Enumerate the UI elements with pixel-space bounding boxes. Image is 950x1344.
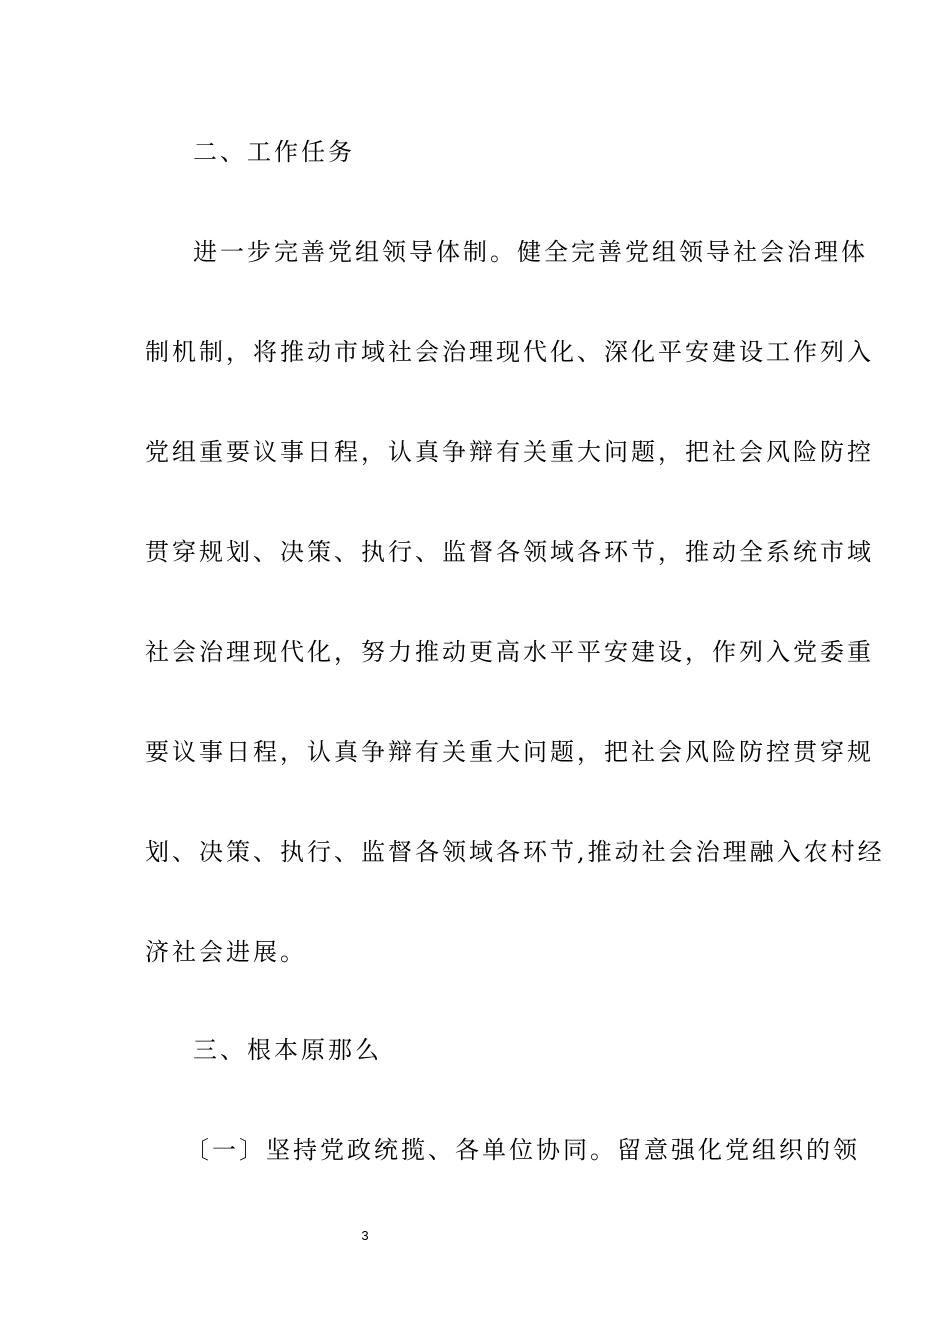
section-heading-work-tasks: 二、工作任务 bbox=[193, 138, 355, 166]
paragraph-line: 社会治理现代化，努力推动更高水平平安建设，作列入党委重 bbox=[145, 638, 874, 666]
paragraph-line: 〔一〕坚持党政统揽、各单位协同。留意强化党组织的领 bbox=[185, 1136, 860, 1164]
paragraph-line: 进一步完善党组领导体制。健全完善党组领导社会治理体 bbox=[193, 238, 868, 266]
paragraph-line: 党组重要议事日程，认真争辩有关重大问题，把社会风险防控 bbox=[145, 438, 874, 466]
paragraph-line: 要议事日程，认真争辩有关重大问题，把社会风险防控贯穿规 bbox=[145, 738, 874, 766]
paragraph-line: 贯穿规划、决策、执行、监督各领域各环节，推动全系统市域 bbox=[145, 538, 874, 566]
paragraph-line: 济社会进展。 bbox=[145, 938, 307, 966]
section-heading-basic-principles: 三、根本原那么 bbox=[193, 1036, 382, 1064]
paragraph-line: 制机制，将推动市域社会治理现代化、深化平安建设工作列入 bbox=[145, 338, 874, 366]
paragraph-line: 划、决策、执行、监督各领域各环节,推动社会治理融入农村经 bbox=[145, 838, 885, 866]
page-number: 3 bbox=[361, 1228, 369, 1243]
